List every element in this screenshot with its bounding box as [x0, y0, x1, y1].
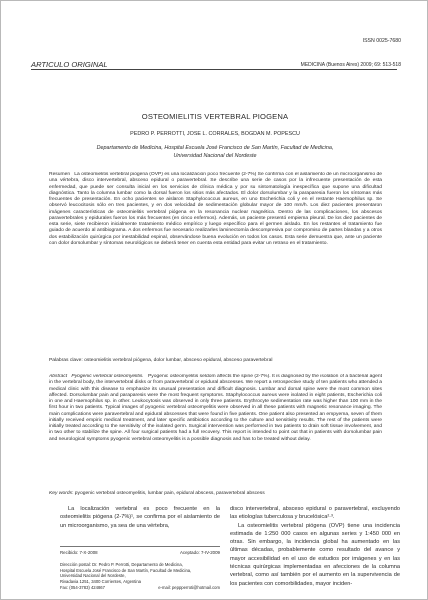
issn: ISSN 0025-7680: [362, 38, 401, 44]
body-paragraph: La osteomielitis vertebral piógena (OVP) tiene una incidencia estimada de 1:250 000 casos en algunas series y 1:450 000 en otras. Sin embargo, la incidencia global ha aumentado en las últimas décadas, probablemente como resultado del avance y mayor accesibilidad en el uso de estudios por imágenes y en las técnicas quirúrgicas implementadas en afecciones de la columna vertebral, como así también por el aumento en la supervivencia de los pacientes con comorbilidades, mayor inciden-: [230, 522, 400, 587]
article-affiliation: [61, 145, 369, 160]
abstract-title-en: Pyogenic vertebral osteomyelitis.: [71, 374, 144, 379]
abstract-text-en: Pyogenic osteomyelitis seldom affects the spine (2-7%). It is diagnosed by the isolation of a bacterial agent in the vertebral body, the intervertebral disks or from paravertebral or epidural abscesses. We report a retrospective study of ten patients who attended a medical clinic with this disease to emphasize its unusual presentation and difficult diagnosis. Lumbar and dorsal spine were the most common sites affected. Dorsolumbar pain and paraparesis were the most frequent symptoms. Staphylococcus aureus were isolated in eight patients, Escherichia coli in one and Haemophilus sp. in other. Leukocytosis was observed in only three patients. Erythrocyte sedimentation rate was higher than 100 mm in the first hour in two patients. Typical images of pyogenic vertebral osteomyelitis were observed in all these patients with magnetic resonance imaging. The main complications were paravertebral and epidural abscesses that were found in five patients. One patient also presented an empyema, seven of them initially received empiric medical treatment, and later specific antibiotics according to the culture and sensitivity results. The rest of the patients were initially treated according to the sensitivity of the isolated germ. Surgical intervention was performed in two patients to drain soft tissue involvement, and in two other to stabilize the spine. All four surgical patients had a full recovery. This report is intended to point out that in patients with dorsolumbar pain and neurological symptoms pyogenic vertebral osteomyelitis is a possible diagnosis and has to be treated without delay.: [49, 374, 382, 442]
keywords-label-en: Key words: [49, 491, 73, 496]
section-label: ARTICULO ORIGINAL: [31, 60, 108, 69]
body-text-right: [230, 505, 400, 588]
corresp-line: Hospital Escuela José Francisco de San Martín, Facultad de Medicina,: [60, 567, 192, 573]
section-divider: [31, 69, 397, 70]
fax-number: Fax: (054-3783) 424867: [60, 584, 105, 590]
corresp-line: Dirección postal: Dr. Pedro P. Perrotti, Departamento de Medicina,: [60, 562, 183, 567]
keywords-label-es: Palabras clave: [49, 358, 82, 363]
body-text-left: La localización vertebral es poco frecuente en la osteomielitis piógena (2-7%)¹, se confirma por el aislamiento de un microorganismo, ya sea de una vértebra,: [60, 506, 220, 529]
received-date: Recibido: 7-X-2008: [60, 550, 98, 555]
email-address[interactable]: e-mail: peppperroti@hotmail.com: [158, 584, 220, 590]
abstract-spanish: [49, 172, 382, 354]
body-paragraph: disco intervertebral, absceso epidural o paravertebral, excluyendo las etiologías tuberculosa y brucelósica²·³.: [230, 506, 400, 521]
abstract-text-es: La osteomielitis vertebral piógena (OVP) es una localización poco frecuente (2-7%) Se confirma con el aislamiento de un microorganismo de una vértebra, disco intervertebral, absceso epidural o paravertebral. Se describe una serie de casos por la infrecuente presentación de esta enfermedad, que puede ser consulta inicial en los servicios de clínica médica y por su sintomatología inespecífica que supone una dificultad diagnóstica. Tanto la columna lumbar como la dorsal fueron los sitios más afectados. El dolor dorsolumbar y la paraparesia fueron los síntomas más frecuentes de presentación. En ocho pacientes se aislaron Staphylococcus aureus, en uno Escherichia coli y en el restante Haemophilus sp. Se observó leucocitosis sólo en tres pacientes, y en dos velocidad de sedimentación globular mayor de 100 mm/h. Los diez pacientes presentaron imágenes características de osteomielitis vertebral piógena en la resonancia nuclear magnética. Dentro de las complicaciones, los abscesos paravertebrales y epidurales fueron los más frecuentes (en cinco enfermos). Además, un paciente presentó empiema pleural. De los diez pacientes de esta serie, siete recibieron inicialmente tratamiento médico empírico y luego específico para el germen aislado. En los restantes el tratamiento fue guiado de acuerdo al antibiograma. A dos enfermos fue necesario realizarles laminectomía descompresiva por compromiso de partes blandas y a otros dos estabilización quirúrgica por inestabilidad espinal, observándose buena evolución en todos los casos. Esta serie demuestra que, ante un paciente con dolor dorsolumbar y síntomas neurológicos se deberá tener en cuenta esta entidad para evitar un retraso en el tratamiento.: [49, 172, 382, 246]
correspondence-address: [60, 562, 220, 591]
accepted-date: Aceptado: 7-IV-2009: [179, 550, 220, 555]
affiliation-line-1: Departamento de Medicina, Hospital Escuela José Francisco de San Martín, Facultad de Medicina,: [96, 145, 334, 151]
corresp-line: Universidad Nacional del Nordeste,: [60, 573, 126, 579]
abstract-label-es: Resumen: [49, 172, 71, 177]
affiliation-line-2: Universidad Nacional del Nordeste: [173, 152, 257, 159]
article-title: OSTEOMIELITIS VERTEBRAL PIOGENA: [141, 112, 289, 121]
contact-row: [60, 585, 220, 591]
keywords-spanish: [49, 358, 382, 363]
keywords-text-en: : pyogenic vertebral osteomyelitis, lumbar pain, epidural abscess, paravertebral abscess: [72, 491, 265, 496]
abstract-label-en: Abstract: [49, 374, 68, 379]
article-authors: PEDRO P. PERROTTI, JOSE L. CORRALES, BOGDAN M. POPESCU: [130, 131, 300, 137]
keywords-english: [49, 491, 382, 496]
footnote-divider: [60, 546, 220, 547]
journal-reference: MEDICINA (Buenos Aires) 2009; 69: 513-518: [300, 62, 401, 68]
corresp-line: Rivadavia 1251, 3400 Corrientes, Argentina: [60, 579, 142, 585]
keywords-text-es: : osteomielitis vertebral piógena, dolor lumbar, absceso epidural, absceso paravertebral: [81, 358, 273, 363]
abstract-english: [49, 374, 382, 489]
article-dates: [60, 550, 220, 555]
